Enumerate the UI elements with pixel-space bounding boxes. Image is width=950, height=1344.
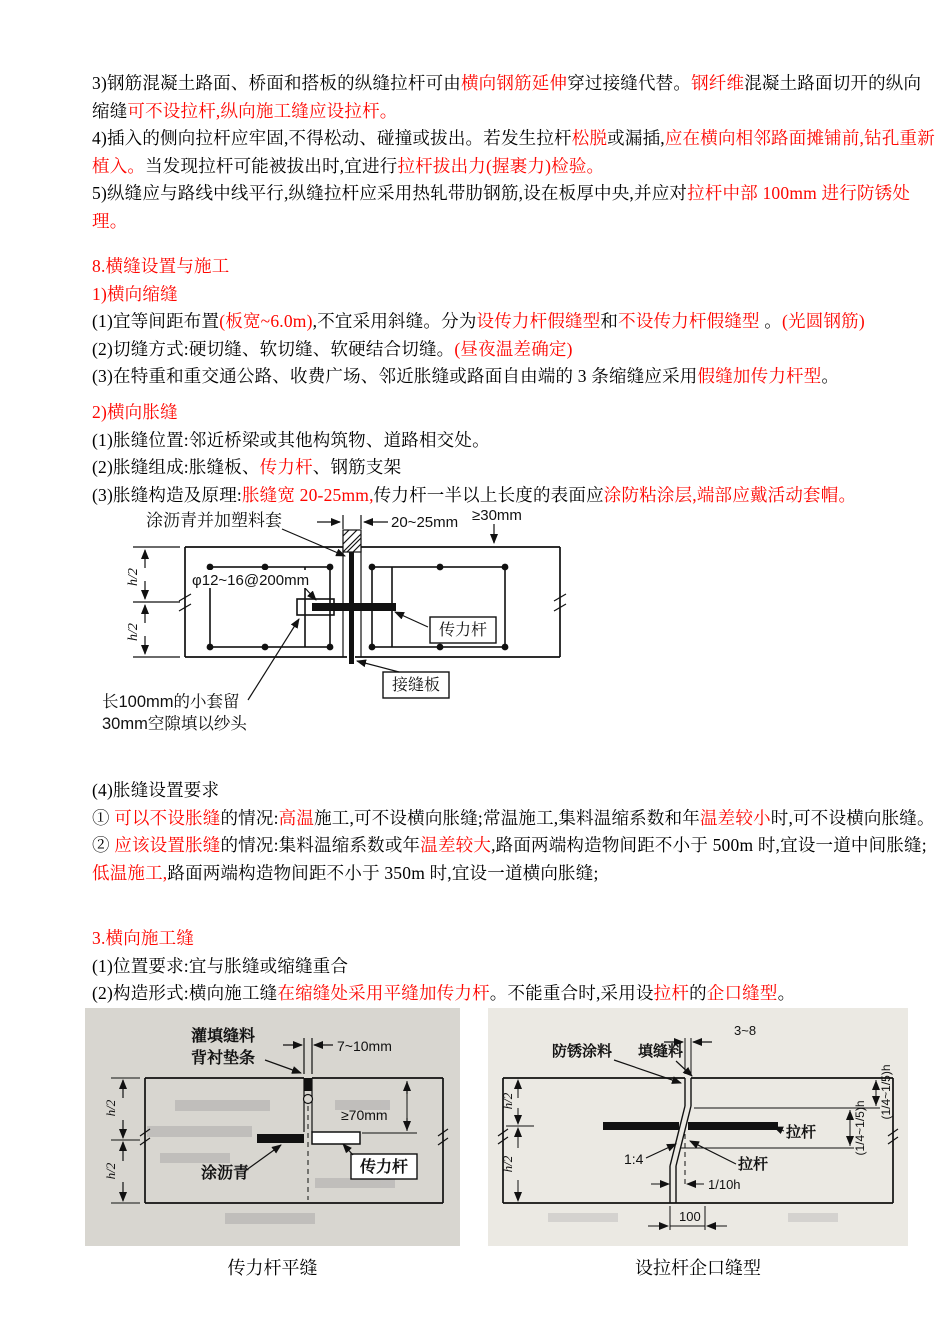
h2-upper-label: h/2 bbox=[126, 568, 141, 586]
text-segment: (昼夜温差确定) bbox=[454, 338, 573, 359]
section-construction-joint bbox=[92, 925, 936, 1008]
heading-contraction-joint: 1)横向缩缝 bbox=[92, 283, 178, 304]
text-segment: 胀缝宽 20-25mm, bbox=[241, 484, 374, 505]
text-segment: ② bbox=[92, 835, 115, 855]
depth-label: ≥30mm bbox=[472, 507, 522, 524]
text-segment: 的 bbox=[689, 983, 707, 1003]
paragraph-contraction-3 bbox=[92, 363, 936, 391]
text-segment: 的情况:集料温缩系数或年 bbox=[220, 835, 421, 855]
joint-board-leader bbox=[357, 661, 399, 672]
bar-spec-label: φ12~16@200mm bbox=[192, 572, 310, 589]
coat-label: 涂沥青并加塑料套 bbox=[146, 511, 282, 530]
dowel-coated-half bbox=[257, 1134, 304, 1143]
section-longitudinal-joint-rules bbox=[92, 70, 936, 235]
text-segment: 路面两端构造物间距不小于 350m 时,宜设一道横向胀缝; bbox=[167, 862, 599, 883]
caption-dowel-flat-joint: 传力杆平缝 bbox=[227, 1258, 318, 1278]
joint-board-label: 接缝板 bbox=[391, 677, 441, 694]
text-segment: 的情况: bbox=[220, 807, 279, 828]
dowel-flat-joint-diagram bbox=[85, 1008, 460, 1246]
text-segment: 时,可不设横向胀缝。 bbox=[770, 807, 935, 828]
dowel-label: 传力杆 bbox=[359, 1159, 409, 1176]
tie-bar-label-1: 拉杆 bbox=[786, 1124, 817, 1141]
gap-width-label: 20~25mm bbox=[391, 514, 459, 531]
text-segment: 当发现拉杆可能被拔出时,宜进行 bbox=[145, 155, 398, 176]
h2-upper-label: h/2 bbox=[103, 1099, 118, 1117]
text-segment: 传力杆一半以上长度的表面应 bbox=[373, 484, 604, 505]
text-segment: 施工,可不设横向胀缝;常温施工,集料温缩系数和年 bbox=[314, 807, 700, 828]
text-segment: 应该设置胀缝 bbox=[114, 835, 221, 855]
section-expansion-joint bbox=[92, 399, 936, 509]
text-segment: 可以不设胀缝 bbox=[114, 807, 221, 828]
depth-label: ≥70mm bbox=[341, 1107, 388, 1123]
text-segment: 高温 bbox=[278, 807, 315, 828]
sleeve-leader bbox=[248, 619, 299, 700]
joint-filler-label: 填缝料 bbox=[638, 1043, 684, 1060]
h2-lower-label: h/2 bbox=[500, 1155, 515, 1173]
backer-rod bbox=[304, 1095, 313, 1104]
text-segment: 低温施工, bbox=[92, 862, 168, 883]
asphalt-label: 涂沥青 bbox=[201, 1165, 250, 1182]
paragraph-contraction-2 bbox=[92, 336, 936, 364]
text-segment: 应在横向相邻路面摊铺前,钻孔重新植入。 bbox=[92, 128, 935, 176]
paragraph-item-5 bbox=[92, 180, 936, 235]
text-segment: 或漏插, bbox=[607, 128, 665, 148]
h2-lower-label: h/2 bbox=[126, 623, 141, 641]
dowel-label: 传力杆 bbox=[438, 622, 488, 639]
text-segment: (3)胀缝构造及原理: bbox=[92, 484, 242, 505]
filler-label-line1: 灌填缝料 bbox=[191, 1028, 256, 1045]
text-segment: 拉杆 bbox=[653, 983, 690, 1003]
text-segment: 、钢筋支架 bbox=[312, 457, 402, 477]
tie-bar bbox=[603, 1122, 778, 1130]
paragraph-construction-2 bbox=[92, 980, 936, 1008]
paragraph-expansion-1 bbox=[92, 427, 936, 455]
text-segment: (板宽~6.0m) bbox=[219, 311, 313, 331]
text-segment: 。不能重合时,采用设 bbox=[489, 983, 654, 1003]
rust-coat-label: 防锈涂料 bbox=[552, 1043, 613, 1060]
dowel-label-leader bbox=[395, 612, 428, 627]
sleeve-label-line1: 长100mm的小套留 bbox=[102, 693, 240, 711]
gap-width-label: 7~10mm bbox=[337, 1038, 392, 1054]
text-segment: (1)胀缝位置:邻近桥梁或其他构筑物、道路相交处。 bbox=[92, 429, 490, 450]
keyed-joint-tiebar-diagram bbox=[488, 1008, 908, 1246]
text-segment: 。 bbox=[821, 366, 840, 386]
paragraph-requirement-2 bbox=[92, 832, 936, 887]
tie-bar-label-2: 拉杆 bbox=[738, 1156, 769, 1173]
text-segment: 。 bbox=[777, 983, 796, 1003]
text-segment: (2)切缝方式:硬切缝、软切缝、软硬结合切缝。 bbox=[92, 338, 455, 359]
h2-lower-label: h/2 bbox=[103, 1162, 118, 1180]
text-segment: (1)位置要求:宜与胀缝或缩缝重合 bbox=[92, 955, 349, 976]
text-segment: (1)宜等间距布置 bbox=[92, 311, 220, 331]
text-segment: 不设传力杆假缝型 bbox=[618, 311, 760, 331]
dowel-free-half bbox=[312, 1132, 360, 1144]
paragraph-item-4 bbox=[92, 125, 936, 180]
text-segment: 涂防粘涂层,端部应戴活动套帽。 bbox=[603, 484, 857, 505]
heading-section-8: 8.横缝设置与施工 bbox=[92, 256, 230, 276]
text-segment: 温差较大 bbox=[420, 835, 492, 855]
text-segment: 5)纵缝应与路线中线平行,纵缝拉杆应采用热轧带肋钢筋,设在板厚中央,并应对 bbox=[92, 183, 688, 203]
text-segment: 钢纤维 bbox=[691, 73, 745, 93]
text-segment: 和 bbox=[600, 311, 619, 331]
heading-expansion-joint: 2)横向胀缝 bbox=[92, 402, 178, 422]
text-segment: 设传力杆假缝型 bbox=[476, 311, 601, 331]
text-segment: ① bbox=[92, 807, 115, 828]
dowel-bar bbox=[312, 603, 396, 611]
sleeve-label-line2: 30mm空隙填以纱头 bbox=[102, 715, 247, 733]
sealant-block bbox=[304, 1078, 312, 1091]
slope-label: 1:4 bbox=[624, 1151, 644, 1167]
heading-construction-joint: 3.横向施工缝 bbox=[92, 928, 195, 948]
h2-upper-label: h/2 bbox=[500, 1092, 515, 1110]
scan-background bbox=[85, 1008, 460, 1246]
text-segment: 传力杆 bbox=[259, 457, 313, 477]
text-segment: 混凝土路面切开的纵向缩缝 bbox=[92, 73, 922, 121]
expansion-joint-diagram bbox=[100, 502, 570, 742]
text-segment: 4)插入的侧向拉杆应牢固,不得松动、碰撞或拔出。若发生拉杆 bbox=[92, 128, 572, 148]
text-segment: 松脱 bbox=[571, 128, 608, 148]
text-segment: 温差较小 bbox=[699, 807, 771, 828]
paragraph-item-3 bbox=[92, 70, 936, 125]
text-segment: 拉杆拔出力(握裹力)检验。 bbox=[397, 155, 605, 176]
text-segment: 3)钢筋混凝土路面、桥面和搭板的纵缝拉杆可由 bbox=[92, 73, 461, 93]
text-segment: ,路面两端构造物间距不小于 500m 时,宜设一道中间胀缝; bbox=[491, 835, 927, 855]
text-segment: 拉杆中部 100mm 进行防锈处理。 bbox=[92, 183, 911, 231]
bottom-offset-label: 1/10h bbox=[708, 1177, 741, 1192]
tie-length-label: 100 bbox=[679, 1209, 701, 1224]
paragraph-requirements-title bbox=[92, 777, 936, 805]
text-segment: 可不设拉杆,纵向施工缝应设拉杆。 bbox=[127, 100, 398, 121]
text-segment: (光圆钢筋) bbox=[782, 311, 865, 331]
caption-keyed-joint: 设拉杆企口缝型 bbox=[635, 1258, 761, 1278]
gap-width-label: 3~8 bbox=[734, 1023, 757, 1038]
text-segment: 穿过接缝代替。 bbox=[567, 73, 692, 93]
filler-label-line2: 背衬垫条 bbox=[191, 1050, 256, 1067]
coat-leader bbox=[282, 529, 345, 556]
key-depth-mid-label: (1/4~1/5)h bbox=[853, 1100, 867, 1156]
text-segment: ,不宜采用斜缝。分为 bbox=[312, 311, 477, 331]
paragraph-construction-1 bbox=[92, 953, 936, 981]
key-depth-top-label: (1/4~1/5)h bbox=[879, 1064, 893, 1120]
text-segment: 。 bbox=[759, 311, 783, 331]
section-transverse-joints bbox=[92, 253, 936, 391]
text-segment: 在缩缝处采用平缝加传力杆 bbox=[277, 983, 490, 1003]
text-segment: (4)胀缝设置要求 bbox=[92, 780, 220, 800]
paragraph-expansion-2 bbox=[92, 454, 936, 482]
text-segment: 横向钢筋延伸 bbox=[460, 73, 568, 93]
text-segment: (2)胀缝组成:胀缝板、 bbox=[92, 457, 260, 477]
text-segment: (2)构造形式:横向施工缝 bbox=[92, 983, 278, 1003]
section-expansion-requirements bbox=[92, 777, 936, 887]
paragraph-requirement-1 bbox=[92, 805, 936, 833]
text-segment: 假缝加传力杆型 bbox=[697, 366, 822, 386]
paragraph-contraction-1 bbox=[92, 308, 936, 336]
text-segment: (3)在特重和重交通公路、收费广场、邻近胀缝或路面自由端的 3 条缩缝应采用 bbox=[92, 366, 698, 386]
text-segment: 企口缝型 bbox=[706, 983, 778, 1003]
